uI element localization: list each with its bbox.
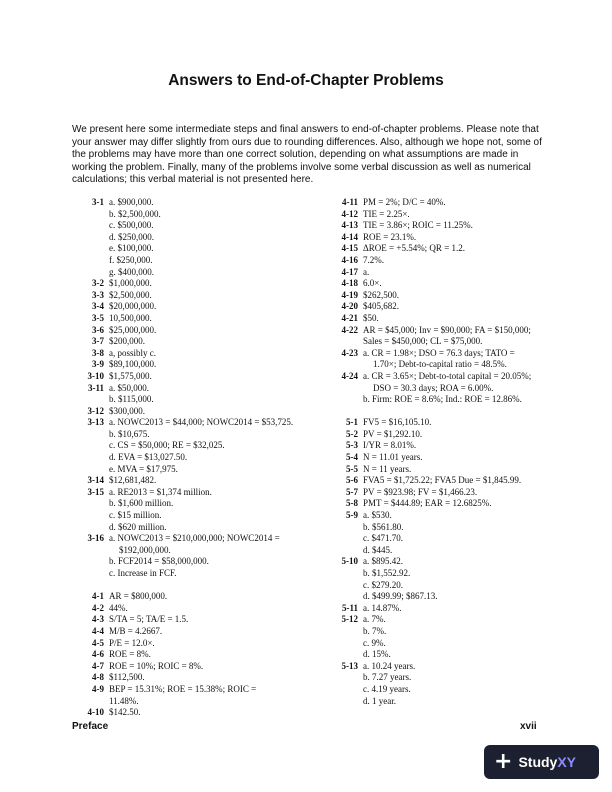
answer-line: 11.48%. [109, 695, 139, 706]
answer-item [76, 336, 314, 348]
answer-line: b. $1,600 million. [109, 498, 174, 509]
answer-line: N = 11.01 years. [363, 452, 423, 463]
answer-item [330, 197, 544, 209]
answer-item [330, 209, 544, 221]
answers-right-column [330, 197, 544, 707]
problem-number: 5-4 [346, 452, 358, 463]
answer-line: $20,000,000. [109, 301, 157, 312]
intro-paragraph: We present here some intermediate steps and final answers to end-of-chapter problems. Please note that your answer may differ slightly from ours due to rounding differences. Also, although we hope not, some of the problems may have more than one correct solution, depending on what assumptions are made in working the problem. Finally, many of the problems involve some verbal discussion as well as numerical calculations; this verbal material is not presented here. [72, 124, 542, 185]
problem-number: 5-6 [346, 475, 358, 486]
answer-line: a. $50,000. [109, 382, 149, 393]
answer-item [330, 325, 544, 348]
answer-item [330, 429, 544, 441]
answer-item [76, 672, 314, 684]
problem-number: 4-16 [341, 254, 358, 265]
answer-line: c. 9%. [363, 637, 386, 648]
answer-line: N = 11 years. [363, 463, 412, 474]
answer-line: $50. [363, 312, 379, 323]
answer-item [76, 301, 314, 313]
answer-line: 44%. [109, 602, 128, 613]
problem-number: 4-23 [341, 347, 358, 358]
problem-number: 5-3 [346, 440, 358, 451]
section-gap [76, 580, 314, 592]
answer-line: a, possibly c. [109, 347, 156, 358]
answer-line: 10,500,000. [109, 312, 152, 323]
answer-item [330, 556, 544, 602]
answer-line: 7.2%. [363, 254, 384, 265]
page-title: Answers to End-of-Chapter Problems [168, 72, 444, 89]
answer-item [330, 371, 544, 406]
answer-line: a. RE2013 = $1,374 million. [109, 486, 212, 497]
answer-line: a. NOWC2013 = $44,000; NOWC2014 = $53,725. [109, 417, 294, 428]
answer-item [330, 487, 544, 499]
answer-item [330, 417, 544, 429]
answer-line: PM = 2%; D/C = 40%. [363, 197, 446, 207]
problem-number: 4-8 [92, 672, 104, 683]
problem-number: 3-16 [87, 533, 104, 544]
answer-item [330, 464, 544, 476]
answer-item [330, 452, 544, 464]
answer-line: Sales = $450,000; CL = $75,000. [363, 336, 483, 347]
answer-line: d. 1 year. [363, 695, 396, 706]
answer-item [330, 267, 544, 279]
answer-line: $89,100,000. [109, 359, 157, 370]
answer-line: $262,500. [363, 289, 399, 300]
problem-number: 5-10 [341, 556, 358, 567]
answer-line: b. FCF2014 = $58,000,000. [109, 556, 209, 567]
answer-line: P/E = 12.0×. [109, 637, 155, 648]
answer-line: e. MVA = $17,975. [109, 463, 178, 474]
answer-line: a. $895.42. [363, 556, 403, 567]
answer-line: c. 4.19 years. [363, 683, 411, 694]
answer-item [76, 638, 314, 650]
answer-item [76, 614, 314, 626]
answer-item [330, 232, 544, 244]
answer-item [330, 278, 544, 290]
answer-line: $300,000. [109, 405, 145, 416]
problem-number: 3-12 [87, 405, 104, 416]
problem-number: 4-18 [341, 278, 358, 289]
problem-number: 4-12 [341, 208, 358, 219]
answer-line: b. 7.27 years. [363, 672, 412, 683]
answer-line: $405,682. [363, 301, 399, 312]
answer-line: $1,575,000. [109, 370, 152, 381]
answer-item [76, 348, 314, 360]
answer-item [76, 406, 314, 418]
answer-line: 1.70×; Debt-to-capital ratio = 48.5%. [373, 359, 507, 370]
section-gap [330, 406, 544, 418]
problem-number: 4-22 [341, 324, 358, 335]
answer-line: c. Increase in FCF. [109, 568, 177, 578]
answer-item [76, 533, 314, 579]
answers-left-column [76, 197, 314, 719]
problem-number: 3-2 [92, 278, 104, 289]
problem-number: 5-1 [346, 417, 358, 428]
answer-line: d. $250,000. [109, 231, 154, 242]
answer-line: FV5 = $16,105.10. [363, 417, 432, 428]
problem-number: 4-17 [341, 266, 358, 277]
problem-number: 4-24 [341, 370, 358, 381]
problem-number: 4-10 [87, 707, 104, 718]
answer-line: e. $100,000. [109, 243, 154, 254]
problem-number: 4-1 [92, 591, 104, 602]
answer-line: d. $499.99; $867.13. [363, 591, 438, 602]
answer-line: M/B = 4.2667. [109, 625, 163, 636]
answer-line: b. $1,552.92. [363, 568, 411, 578]
answer-line: $12,681,482. [109, 475, 157, 486]
problem-number: 5-12 [341, 614, 358, 625]
problem-number: 4-3 [92, 614, 104, 625]
answer-item [330, 290, 544, 302]
answer-line: b. $115,000. [109, 394, 154, 405]
answer-item [330, 475, 544, 487]
problem-number: 3-7 [92, 336, 104, 347]
answer-item [330, 603, 544, 615]
problem-number: 3-11 [87, 382, 104, 393]
answer-item [330, 510, 544, 556]
answer-line: ROE = 10%; ROIC = 8%. [109, 660, 204, 671]
footer-page-number: xvii [520, 721, 537, 732]
studyxy-logo-study: Study [518, 754, 558, 770]
answer-item [76, 197, 314, 278]
problem-number: 3-13 [87, 417, 104, 428]
answer-line: ΔROE = +5.54%; QR = 1.2. [363, 243, 466, 254]
answer-item [76, 371, 314, 383]
answer-line: a. CR = 3.65×; Debt-to-total capital = 20.05%; [363, 370, 532, 381]
problem-number: 4-9 [92, 683, 104, 694]
answer-line: a. $530. [363, 510, 392, 521]
problem-number: 5-2 [346, 428, 358, 439]
answer-item [76, 603, 314, 615]
answer-line: a. 7%. [363, 614, 386, 625]
problem-number: 3-15 [87, 486, 104, 497]
problem-number: 4-2 [92, 602, 104, 613]
answer-line: b. Firm: ROE = 8.6%; Ind.: ROE = 12.86%. [363, 394, 522, 405]
answer-line: c. CS = $50,000; RE = $32,025. [109, 440, 225, 451]
answer-line: BEP = 15.31%; ROE = 15.38%; ROIC = [109, 683, 257, 694]
answer-item [76, 626, 314, 638]
problem-number: 4-11 [341, 197, 358, 207]
problem-number: 3-8 [92, 347, 104, 358]
answer-item [330, 243, 544, 255]
problem-number: 4-20 [341, 301, 358, 312]
answer-line: I/YR = 8.01%. [363, 440, 417, 451]
answer-line: d. EVA = $13,027.50. [109, 452, 188, 463]
answer-item [76, 684, 314, 707]
answer-item [330, 440, 544, 452]
answer-line: PV = $1,292.10. [363, 428, 423, 439]
problem-number: 3-14 [87, 475, 104, 486]
studyxy-logo-xy: XY [557, 754, 577, 770]
problem-number: 3-4 [92, 301, 104, 312]
answer-item [330, 348, 544, 371]
answer-item [76, 591, 314, 603]
answer-line: a. [363, 266, 370, 277]
answer-line: a. 14.87%. [363, 602, 402, 613]
answer-line: PMT = $444.89; EAR = 12.6825%. [363, 498, 492, 509]
answer-item [76, 325, 314, 337]
problem-number: 4-19 [341, 289, 358, 300]
problem-number: 5-5 [346, 463, 358, 474]
answer-item [76, 649, 314, 661]
problem-number: 4-15 [341, 243, 358, 254]
answer-line: a. CR = 1.98×; DSO = 76.3 days; TATO = [363, 347, 515, 358]
answer-line: a. $900,000. [109, 197, 154, 207]
answer-line: TIE = 2.25×. [363, 208, 410, 219]
problem-number: 5-11 [341, 602, 358, 613]
answer-line: b. $2,500,000. [109, 208, 161, 219]
problem-number: 4-14 [341, 231, 358, 242]
answer-line: b. $10,675. [109, 428, 150, 439]
answer-item [330, 301, 544, 313]
answer-item [330, 614, 544, 660]
problem-number: 5-9 [346, 510, 358, 521]
answer-line: d. 15%. [363, 649, 391, 660]
problem-number: 4-21 [341, 312, 358, 323]
studyxy-logo-text [518, 754, 576, 770]
answer-item [76, 278, 314, 290]
problem-number: 4-5 [92, 637, 104, 648]
answer-line: $112,500. [109, 672, 145, 683]
answer-line: ROE = 23.1%. [363, 231, 417, 242]
answer-line: c. $500,000. [109, 220, 154, 231]
problem-number: 4-7 [92, 660, 104, 671]
answer-line: f. $250,000. [109, 254, 153, 265]
answer-line: $1,000,000. [109, 278, 152, 289]
problem-number: 4-6 [92, 649, 104, 660]
answer-line: d. $620 million. [109, 521, 167, 532]
answer-line: FVA5 = $1,725.22; FVA5 Due = $1,845.99. [363, 475, 522, 486]
answer-item [76, 661, 314, 673]
answer-item [76, 487, 314, 533]
problem-number: 5-13 [341, 660, 358, 671]
answer-line: a. NOWC2013 = $210,000,000; NOWC2014 = [109, 533, 280, 544]
answer-line: 6.0×. [363, 278, 382, 289]
answer-item [76, 313, 314, 325]
answer-line: $200,000. [109, 336, 145, 347]
answer-item [76, 359, 314, 371]
problem-number: 4-13 [341, 220, 358, 231]
problem-number: 3-1 [92, 197, 104, 207]
answer-item [76, 417, 314, 475]
answer-line: ROE = 8%. [109, 649, 151, 660]
answer-line: DSO = 30.3 days; ROA = 6.00%. [373, 382, 494, 393]
answer-line: $192,000,000. [119, 544, 171, 555]
problem-number: 5-7 [346, 486, 358, 497]
problem-number: 3-9 [92, 359, 104, 370]
problem-number: 3-3 [92, 289, 104, 300]
answer-item [76, 383, 314, 406]
answer-line: g. $400,000. [109, 266, 154, 277]
answer-item [330, 313, 544, 325]
answer-line: TIE = 3.86×; ROIC = 11.25%. [363, 220, 473, 231]
answer-item [76, 707, 314, 719]
answer-line: d. $445. [363, 544, 393, 555]
answer-line: a. 10.24 years. [363, 660, 416, 671]
answer-line: PV = $923.98; FV = $1,466.23. [363, 486, 478, 497]
answer-line: AR = $800,000. [109, 591, 168, 602]
answer-line: $142.50. [109, 707, 141, 718]
answer-line: c. $15 million. [109, 510, 162, 521]
problem-number: 3-6 [92, 324, 104, 335]
footer-section-name: Preface [72, 721, 109, 732]
answer-line: c. $279.20. [363, 579, 403, 590]
answer-item [330, 661, 544, 707]
answer-line: S/TA = 5; TA/E = 1.5. [109, 614, 189, 625]
plus-icon: + [494, 749, 513, 774]
answer-item [330, 498, 544, 510]
answer-item [76, 290, 314, 302]
answer-item [76, 475, 314, 487]
answer-line: $25,000,000. [109, 324, 157, 335]
answer-line: b. 7%. [363, 625, 387, 636]
problem-number: 3-5 [92, 312, 104, 323]
answer-line: c. $471.70. [363, 533, 403, 544]
answer-item [330, 255, 544, 267]
problem-number: 4-4 [92, 625, 104, 636]
answer-line: b. $561.80. [363, 521, 404, 532]
answer-item [330, 220, 544, 232]
answer-line: AR = $45,000; Inv = $90,000; FA = $150,000; [363, 324, 531, 335]
answer-line: $2,500,000. [109, 289, 152, 300]
studyxy-badge[interactable] [484, 745, 599, 779]
problem-number: 3-10 [87, 370, 104, 381]
problem-number: 5-8 [346, 498, 358, 509]
